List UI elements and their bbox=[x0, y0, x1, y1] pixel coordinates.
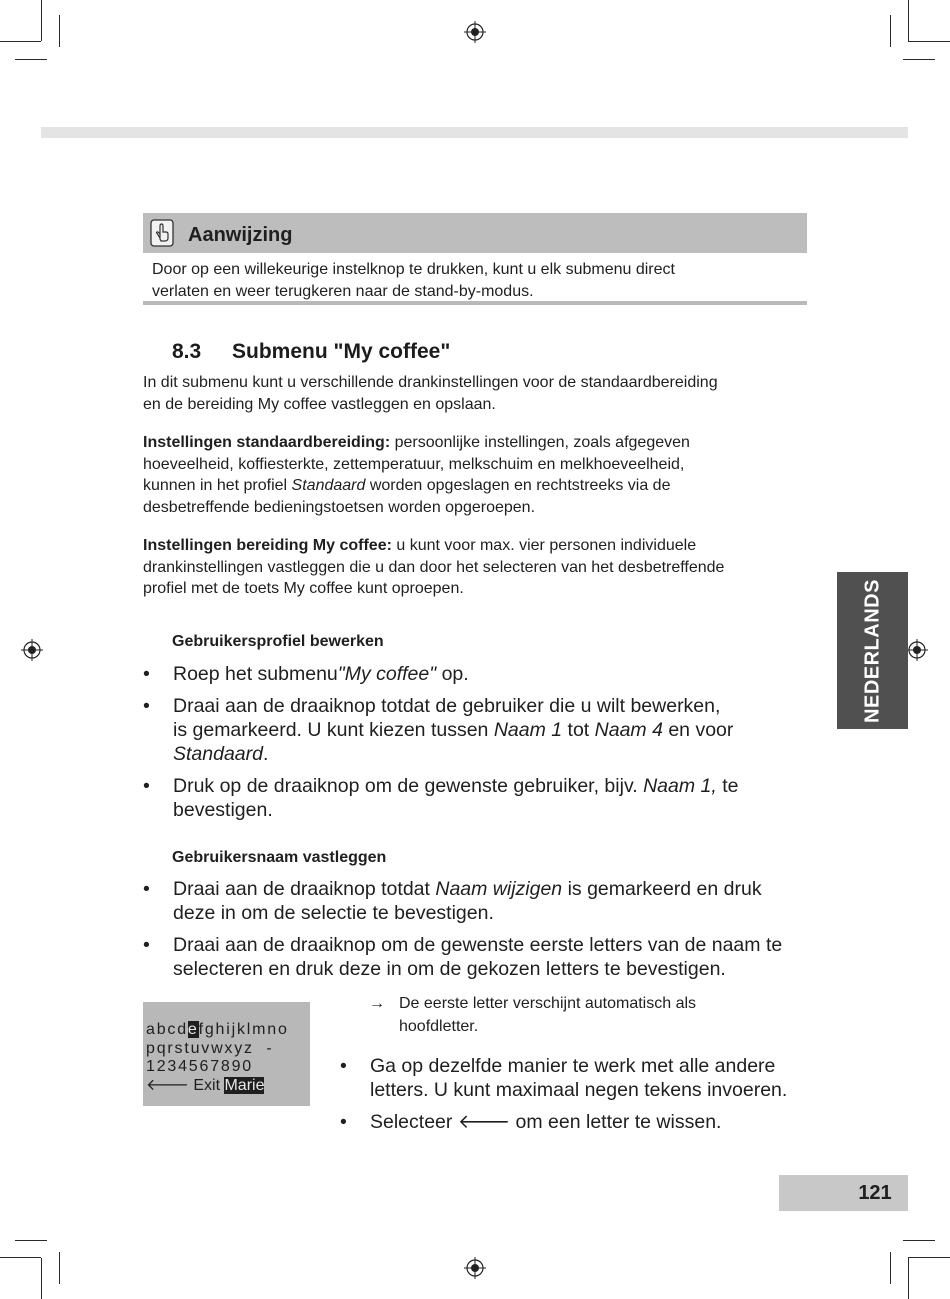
text-span: en voor bbox=[662, 719, 734, 741]
paragraph-line: hoeveelheid, koffiesterkte, zettemperatuur, melkschuim en melkhoeveelheid, bbox=[143, 455, 685, 473]
profile-name: Standaard bbox=[173, 743, 263, 765]
list-item bbox=[143, 662, 803, 686]
crop-mark bbox=[908, 41, 950, 42]
list-item bbox=[340, 1110, 810, 1134]
paragraph-line: desbetreffende bedieningstoetsen worden opgeroepen. bbox=[143, 498, 536, 516]
display-row: pqrstuvwxyz - bbox=[146, 1040, 274, 1057]
text-span: Selecteer bbox=[370, 1111, 458, 1133]
note-title: Aanwijzing bbox=[188, 224, 293, 246]
text-span: letters. U kunt maximaal negen tekens invoeren. bbox=[370, 1079, 788, 1101]
menu-name: "My coffee" bbox=[337, 663, 437, 685]
paragraph-line: In dit submenu kunt u verschillende drankinstellingen voor de standaardbereiding bbox=[143, 374, 718, 391]
profile-name: Naam 1 bbox=[493, 719, 563, 741]
bullet-icon: • bbox=[143, 695, 150, 717]
crop-mark bbox=[908, 0, 909, 41]
paragraph-line: profiel met de toets My coffee kunt oproepen. bbox=[143, 580, 464, 597]
profile-name: Naam 4 bbox=[594, 719, 663, 741]
crop-mark bbox=[890, 1252, 891, 1284]
text-span: tot bbox=[562, 719, 595, 741]
registration-mark-icon bbox=[21, 639, 43, 661]
crop-mark bbox=[59, 1252, 60, 1284]
crop-mark bbox=[908, 1257, 950, 1258]
crop-mark bbox=[59, 15, 60, 47]
bullet-icon: • bbox=[143, 878, 150, 900]
text-span: Roep het submenu bbox=[173, 663, 338, 685]
paragraph-line bbox=[143, 432, 803, 454]
list-item bbox=[143, 694, 803, 766]
display-row bbox=[146, 1021, 289, 1039]
bullet-icon: • bbox=[143, 934, 150, 956]
entered-name: Marie bbox=[224, 1077, 265, 1094]
standard-paragraph bbox=[143, 432, 803, 518]
menu-option: Naam wijzigen bbox=[435, 878, 563, 900]
display-screen bbox=[143, 1002, 310, 1106]
text-span: worden opgeslagen en rechtstreeks via de bbox=[365, 477, 671, 494]
text-span: Druk op de draaiknop om de gewenste gebruiker, bijv. bbox=[173, 775, 644, 797]
text-span: kunnen in het profiel bbox=[143, 477, 292, 494]
bullet-icon: • bbox=[143, 775, 150, 797]
list-item bbox=[143, 933, 803, 981]
text-span: u kunt voor max. vier personen individuele bbox=[391, 537, 697, 554]
paragraph-line bbox=[143, 535, 803, 557]
paragraph-line: hoofdletter. bbox=[399, 1018, 479, 1035]
crop-mark bbox=[0, 1257, 41, 1258]
crop-mark bbox=[890, 15, 891, 47]
crop-mark bbox=[908, 1258, 909, 1299]
username-steps bbox=[143, 877, 803, 989]
note-line: verlaten en weer terugkeren naar de stand-by-modus. bbox=[152, 282, 534, 300]
crop-mark bbox=[15, 59, 47, 60]
text-span: Draai aan de draaiknop om de gewenste eerste letters van de naam te bbox=[173, 934, 783, 956]
list-item bbox=[143, 877, 803, 925]
text-span: bevestigen. bbox=[173, 799, 273, 821]
display-row: 1234567890 bbox=[146, 1058, 253, 1075]
crop-mark bbox=[41, 0, 42, 41]
list-item bbox=[340, 1054, 810, 1102]
page-number-box bbox=[779, 1175, 908, 1211]
language-label: NEDERLANDS bbox=[861, 578, 883, 723]
text-span: selecteren en druk deze in om de gekozen letters te bevestigen. bbox=[173, 958, 726, 980]
bullet-icon: • bbox=[340, 1111, 347, 1133]
text-span: Ga op dezelfde manier te werk met alle andere bbox=[370, 1055, 776, 1077]
back-arrow-icon: 🡐 bbox=[457, 1111, 511, 1133]
crop-mark bbox=[0, 41, 41, 42]
paragraph-line: en de bereiding My coffee vastleggen en opslaan. bbox=[143, 395, 496, 413]
display-row bbox=[146, 1077, 264, 1095]
text-span: Draai aan de draaiknop totdat bbox=[173, 878, 436, 900]
text-span: op. bbox=[436, 663, 469, 685]
page-number: 121 bbox=[858, 1182, 892, 1204]
profile-heading: Gebruikersprofiel bewerken bbox=[172, 633, 384, 650]
note-line: Door op een willekeurige instelknop te drukken, kunt u elk submenu direct bbox=[152, 261, 675, 278]
mycoffee-label: Instellingen bereiding My coffee: bbox=[143, 537, 392, 554]
text-span: is gemarkeerd. U kunt kiezen tussen bbox=[173, 719, 494, 741]
hand-pointing-icon bbox=[150, 219, 174, 247]
crop-mark bbox=[903, 59, 935, 60]
username-heading: Gebruikersnaam vastleggen bbox=[172, 849, 387, 866]
note-divider bbox=[143, 301, 807, 305]
profile-name: Naam 1, bbox=[643, 775, 717, 797]
paragraph-line: De eerste letter verschijnt automatisch als bbox=[399, 995, 697, 1012]
registration-mark-icon bbox=[906, 639, 928, 661]
bullet-icon: • bbox=[340, 1055, 347, 1077]
intro-paragraph bbox=[143, 372, 803, 415]
registration-mark-icon bbox=[464, 1257, 486, 1279]
result-text bbox=[399, 992, 779, 1038]
text-span: om een letter te wissen. bbox=[510, 1111, 722, 1133]
language-tab bbox=[837, 572, 908, 729]
bullet-icon: • bbox=[143, 663, 150, 685]
text-span: persoonlijke instellingen, zoals afgegeven bbox=[390, 434, 690, 451]
text-span: fghijklmno bbox=[198, 1021, 289, 1038]
text-span: deze in om de selectie te bevestigen. bbox=[173, 902, 494, 924]
note-body bbox=[152, 259, 802, 302]
text-span: is gemarkeerd en druk bbox=[562, 878, 762, 900]
selected-letter: e bbox=[187, 1021, 199, 1038]
text-span: Draai aan de draaiknop totdat de gebruiker die u wilt bewerken, bbox=[173, 695, 721, 717]
registration-mark-icon bbox=[464, 21, 486, 43]
section-number: 8.3 bbox=[172, 340, 202, 363]
section-title: Submenu "My coffee" bbox=[232, 340, 451, 363]
profile-name: Standaard bbox=[291, 477, 366, 494]
paragraph-line: drankinstellingen vastleggen die u dan door het selecteren van het desbetreffende bbox=[143, 558, 725, 576]
result-arrow-icon: → bbox=[369, 995, 385, 1012]
crop-mark bbox=[903, 1240, 935, 1241]
list-item bbox=[143, 774, 803, 822]
crop-mark bbox=[41, 1258, 42, 1299]
more-steps bbox=[340, 1054, 810, 1142]
back-arrow-icon: 🡐 bbox=[146, 1077, 189, 1094]
exit-label: Exit bbox=[188, 1077, 225, 1094]
header-band bbox=[41, 127, 908, 138]
mycoffee-paragraph bbox=[143, 535, 803, 600]
text-span: . bbox=[263, 743, 269, 765]
standard-label: Instellingen standaardbereiding: bbox=[143, 434, 391, 451]
text-span: abcd bbox=[146, 1021, 188, 1038]
paragraph-line bbox=[143, 475, 803, 497]
crop-mark bbox=[15, 1240, 47, 1241]
text-span: te bbox=[716, 775, 739, 797]
profile-steps bbox=[143, 662, 803, 830]
